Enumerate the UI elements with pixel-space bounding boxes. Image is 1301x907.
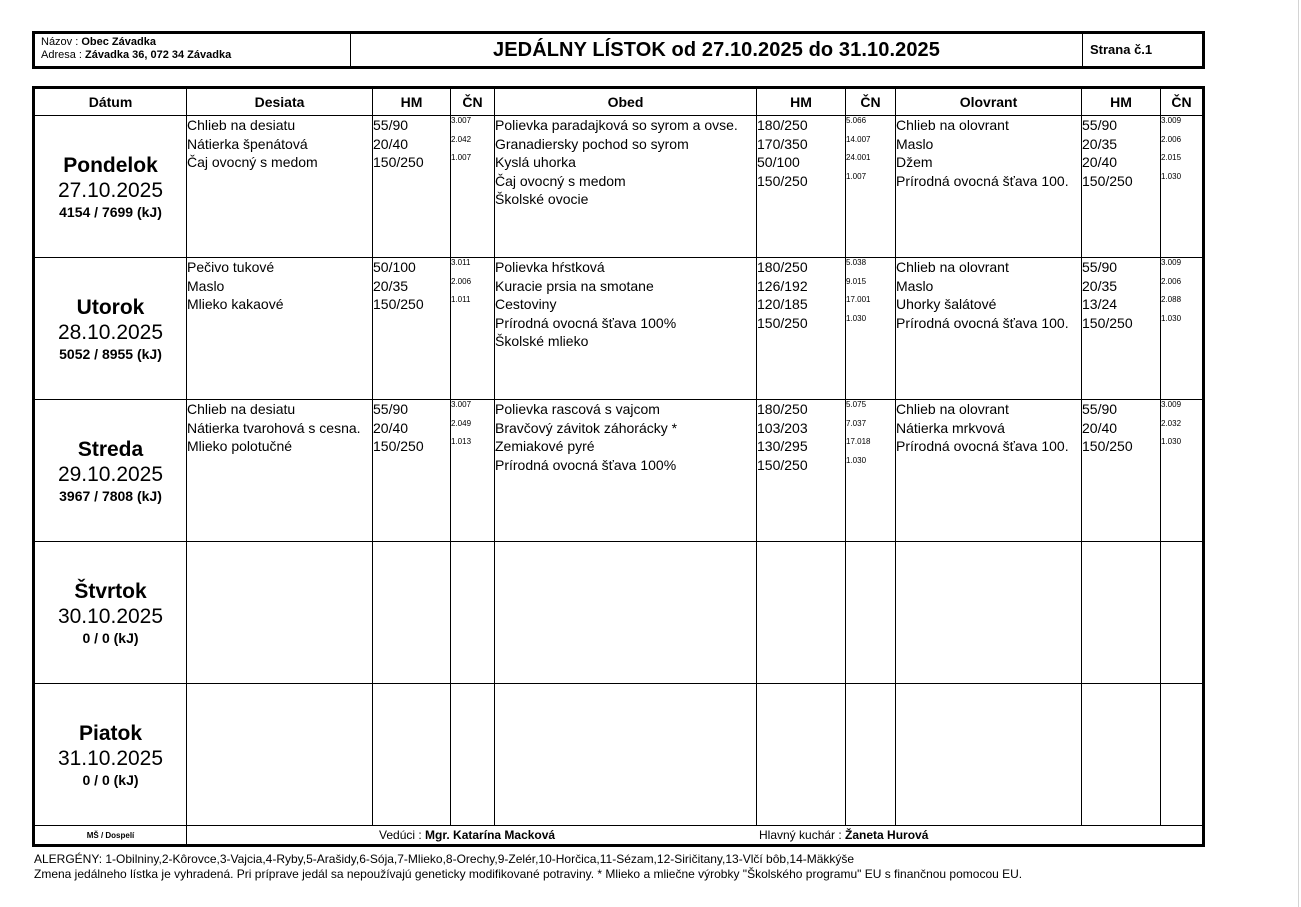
meal-portion: 126/192 <box>757 277 808 294</box>
desiata-items <box>187 684 373 826</box>
recipe-number: 2.042 <box>451 134 472 144</box>
meal-portion: 150/250 <box>1082 314 1133 331</box>
meal-item: Prírodná ovocná šťava 100% <box>495 456 677 473</box>
desiata-hm <box>373 116 451 258</box>
meal-portion <box>757 190 845 209</box>
col-header-lunch: Obed <box>495 88 757 116</box>
meal-item: Zemiakové pyré <box>495 438 595 454</box>
table-row <box>34 400 1204 542</box>
meal-item: Cestoviny <box>495 296 557 312</box>
table-row <box>34 542 1204 684</box>
meal-item: Mlieko kakaové <box>187 296 284 312</box>
obed-cn <box>846 684 896 826</box>
day-energy: 5052 / 8955 (kJ) <box>59 345 162 362</box>
institution-info <box>35 34 351 66</box>
meal-item: Prírodná ovocná šťava 100. <box>896 172 1069 189</box>
desiata-cn <box>451 116 495 258</box>
page-edge-divider <box>1298 0 1299 907</box>
manager-label: Vedúci : <box>379 828 422 842</box>
olovrant-items <box>896 258 1082 400</box>
staff-cell <box>187 826 1204 846</box>
meal-item: Čaj ovocný s medom <box>187 154 318 170</box>
col-header-snack-hm: HM <box>373 88 451 116</box>
recipe-number: 3.007 <box>451 116 472 125</box>
desiata-hm <box>373 400 451 542</box>
recipe-number: 17.018 <box>846 437 871 446</box>
recipe-number <box>846 332 895 351</box>
desiata-hm <box>373 684 451 826</box>
manager-name: Mgr. Katarína Macková <box>425 828 556 842</box>
desiata-hm <box>373 258 451 400</box>
meal-item: Školské mlieko <box>495 333 589 349</box>
desiata-hm <box>373 542 451 684</box>
day-name: Pondelok <box>63 153 158 177</box>
col-header-afternoon-hm: HM <box>1082 88 1161 116</box>
obed-items <box>495 542 757 684</box>
manager <box>379 828 555 842</box>
obed-cn <box>846 542 896 684</box>
meal-item: Čaj ovocný s medom <box>495 172 626 189</box>
recipe-number: 3.009 <box>1161 258 1182 267</box>
recipe-number: 1.007 <box>451 153 472 162</box>
desiata-cn <box>451 542 495 684</box>
olovrant-hm <box>1082 116 1161 258</box>
olovrant-cn <box>1161 400 1204 542</box>
meal-portion: 55/90 <box>1082 117 1118 133</box>
address-label: Adresa : <box>41 49 82 61</box>
meal-portion: 150/250 <box>757 172 808 189</box>
obed-hm <box>757 258 846 400</box>
meal-portion: 20/40 <box>373 135 409 152</box>
obed-items <box>495 116 757 258</box>
meal-portion: 150/250 <box>373 154 424 170</box>
meal-portion: 180/250 <box>757 401 808 417</box>
chef <box>759 828 928 842</box>
meal-item: Maslo <box>896 277 934 294</box>
meal-portion: 150/250 <box>373 296 424 312</box>
meal-item: Kyslá uhorka <box>495 154 576 170</box>
desiata-items <box>187 258 373 400</box>
meal-portion: 20/40 <box>373 419 409 436</box>
meal-item: Uhorky šalátové <box>896 296 997 312</box>
menu-table <box>32 86 1205 847</box>
meal-portion: 150/250 <box>757 314 808 331</box>
col-header-lunch-hm: HM <box>757 88 846 116</box>
recipe-number: 7.037 <box>846 418 867 428</box>
meal-portion: 103/203 <box>757 419 808 436</box>
day-energy: 0 / 0 (kJ) <box>82 629 139 646</box>
recipe-number: 1.030 <box>1161 171 1182 181</box>
recipe-number: 3.011 <box>451 258 471 267</box>
meal-portion: 50/100 <box>373 259 416 275</box>
name-label: Názov : <box>41 36 79 48</box>
institution-address <box>41 49 350 62</box>
table-row <box>34 684 1204 826</box>
recipe-number: 2.006 <box>1161 134 1182 144</box>
recipe-number: 2.015 <box>1161 153 1182 162</box>
meal-item: Bravčový závitok záhorácky * <box>495 419 678 436</box>
col-header-afternoon: Olovrant <box>896 88 1082 116</box>
day-date: 29.10.2025 <box>57 462 164 486</box>
obed-items <box>495 258 757 400</box>
meal-portion: 180/250 <box>757 259 808 275</box>
meal-item: Chlieb na olovrant <box>896 259 1009 275</box>
olovrant-hm <box>1082 400 1161 542</box>
meal-item: Prírodná ovocná šťava 100. <box>896 438 1069 454</box>
meal-portion: 13/24 <box>1082 296 1118 312</box>
olovrant-cn <box>1161 542 1204 684</box>
meal-item: Chlieb na desiatu <box>187 117 296 133</box>
table-header-row <box>34 88 1204 116</box>
recipe-number: 1.030 <box>1161 313 1182 323</box>
olovrant-hm <box>1082 542 1161 684</box>
recipe-number: 2.006 <box>1161 276 1182 286</box>
col-header-snack: Desiata <box>187 88 373 116</box>
meal-item: Nátierka špenátová <box>187 135 308 152</box>
name-value: Obec Závadka <box>81 36 156 48</box>
recipe-number: 2.032 <box>1161 418 1182 428</box>
meal-portion: 55/90 <box>373 401 409 417</box>
table-row <box>34 258 1204 400</box>
day-energy: 4154 / 7699 (kJ) <box>59 203 162 220</box>
recipe-number: 1.030 <box>846 313 867 323</box>
meal-item: Nátierka mrkvová <box>896 419 1005 436</box>
olovrant-cn <box>1161 684 1204 826</box>
footnotes <box>34 852 1022 882</box>
allergens-note: ALERGÉNY: 1-Obilniny,2-Kôrovce,3-Vajcia,4-Ryby,5-Arašidy,6-Sója,7-Mlieko,8-Orechy,9-Zelér,10-Horčica,11-Sézam,12-Siričitany,13-Vlčí bôb,14-Mäkkýše <box>34 852 855 866</box>
recipe-number: 2.088 <box>1161 295 1182 304</box>
col-header-afternoon-cn: ČN <box>1161 88 1204 116</box>
signature-row <box>34 826 1204 846</box>
meal-item: Kuracie prsia na smotane <box>495 277 654 294</box>
desiata-cn <box>451 684 495 826</box>
meal-portion: 170/350 <box>757 135 808 152</box>
day-cell <box>34 542 187 684</box>
recipe-number: 17.001 <box>846 295 871 304</box>
recipe-number: 3.009 <box>1161 400 1182 409</box>
meal-item: Maslo <box>896 135 934 152</box>
page-number: Strana č.1 <box>1090 42 1153 57</box>
desiata-cn <box>451 258 495 400</box>
meal-portion: 20/40 <box>1082 154 1118 170</box>
olovrant-cn <box>1161 116 1204 258</box>
meal-portion: 55/90 <box>1082 259 1118 275</box>
meal-portion: 20/35 <box>373 277 409 294</box>
recipe-number: 14.007 <box>846 134 871 144</box>
meal-portion: 180/250 <box>757 117 808 133</box>
obed-hm <box>757 684 846 826</box>
col-header-date: Dátum <box>34 88 187 116</box>
desiata-items <box>187 400 373 542</box>
recipe-number: 2.006 <box>451 276 472 286</box>
meal-item: Prírodná ovocná šťava 100% <box>495 314 677 331</box>
meal-item: Mlieko polotučné <box>187 438 293 454</box>
meal-item: Polievka rascová s vajcom <box>495 401 660 417</box>
olovrant-hm <box>1082 684 1161 826</box>
meal-portion <box>757 332 845 351</box>
obed-items <box>495 400 757 542</box>
recipe-number: 1.030 <box>846 455 867 465</box>
day-date: 27.10.2025 <box>57 178 164 202</box>
recipe-number: 3.009 <box>1161 116 1182 125</box>
table-row <box>34 116 1204 258</box>
meal-item: Granadiersky pochod so syrom <box>495 135 689 152</box>
recipe-number: 2.049 <box>451 418 472 428</box>
desiata-items <box>187 542 373 684</box>
olovrant-hm <box>1082 258 1161 400</box>
obed-cn <box>846 116 896 258</box>
institution-name <box>41 36 350 49</box>
meal-item: Chlieb na olovrant <box>896 117 1009 133</box>
day-cell <box>34 116 187 258</box>
obed-hm <box>757 400 846 542</box>
day-cell <box>34 684 187 826</box>
recipe-number <box>846 190 895 209</box>
obed-hm <box>757 542 846 684</box>
recipe-number: 1.007 <box>846 171 867 181</box>
olovrant-items <box>896 116 1082 258</box>
olovrant-items <box>896 684 1082 826</box>
obed-hm <box>757 116 846 258</box>
recipe-number: 1.013 <box>451 437 472 446</box>
meal-portion: 150/250 <box>1082 438 1133 454</box>
chef-name: Žaneta Hurová <box>845 828 929 842</box>
recipe-number: 5.075 <box>846 400 867 409</box>
address-value: Závadka 36, 072 34 Závadka <box>85 49 232 61</box>
meal-item: Maslo <box>187 277 225 294</box>
meal-portion: 130/295 <box>757 438 808 454</box>
day-energy: 0 / 0 (kJ) <box>82 771 139 788</box>
meal-portion: 55/90 <box>373 117 409 133</box>
obed-cn <box>846 258 896 400</box>
day-date: 30.10.2025 <box>57 604 164 628</box>
meal-portion: 20/35 <box>1082 135 1118 152</box>
recipe-number: 5.038 <box>846 258 867 267</box>
olovrant-items <box>896 542 1082 684</box>
meal-item: Džem <box>896 154 933 170</box>
meal-item: Chlieb na desiatu <box>187 401 296 417</box>
day-date: 28.10.2025 <box>57 320 164 344</box>
meal-portion: 50/100 <box>757 154 800 170</box>
day-name: Utorok <box>76 295 145 319</box>
category-label: MŠ / Dospelí <box>34 826 187 846</box>
day-date: 31.10.2025 <box>57 746 164 770</box>
desiata-cn <box>451 400 495 542</box>
meal-portion: 150/250 <box>757 456 808 473</box>
meal-item: Školské ovocie <box>495 191 589 207</box>
olovrant-items <box>896 400 1082 542</box>
meal-item: Chlieb na olovrant <box>896 401 1009 417</box>
recipe-number: 24.001 <box>846 153 871 162</box>
menu-header <box>32 31 1205 69</box>
day-name: Streda <box>77 437 144 461</box>
meal-item: Nátierka tvarohová s cesna. <box>187 419 361 436</box>
recipe-number: 1.030 <box>1161 437 1182 446</box>
meal-portion: 20/35 <box>1082 277 1118 294</box>
col-header-snack-cn: ČN <box>451 88 495 116</box>
disclaimer-note: Zmena jedálneho lístka je vyhradená. Pri príprave jedál sa nepoužívajú geneticky modifikované potraviny. * Mlieko a mliečne výrobky "Školského programu" EU s finančnou pomocou EU. <box>34 867 1023 881</box>
recipe-number: 5.066 <box>846 116 867 125</box>
meal-portion: 150/250 <box>373 438 424 454</box>
day-cell <box>34 258 187 400</box>
chef-label: Hlavný kuchár : <box>759 828 842 842</box>
meal-item: Prírodná ovocná šťava 100. <box>896 314 1069 331</box>
col-header-lunch-cn: ČN <box>846 88 896 116</box>
meal-item: Polievka paradajková so syrom a ovse. <box>495 117 738 133</box>
recipe-number: 9.015 <box>846 276 867 286</box>
meal-portion: 150/250 <box>1082 172 1133 189</box>
day-cell <box>34 400 187 542</box>
desiata-items <box>187 116 373 258</box>
day-name: Piatok <box>78 721 143 745</box>
page-title: JEDÁLNY LÍSTOK od 27.10.2025 do 31.10.2025 <box>351 34 1083 66</box>
olovrant-cn <box>1161 258 1204 400</box>
obed-cn <box>846 400 896 542</box>
recipe-number: 1.011 <box>451 295 471 304</box>
day-name: Štvrtok <box>74 579 147 603</box>
meal-item: Polievka hŕstková <box>495 259 605 275</box>
recipe-number: 3.007 <box>451 400 472 409</box>
obed-items <box>495 684 757 826</box>
meal-item: Pečivo tukové <box>187 259 275 275</box>
meal-portion: 55/90 <box>1082 401 1118 417</box>
meal-portion: 20/40 <box>1082 419 1118 436</box>
day-energy: 3967 / 7808 (kJ) <box>59 487 162 504</box>
meal-portion: 120/185 <box>757 296 808 312</box>
